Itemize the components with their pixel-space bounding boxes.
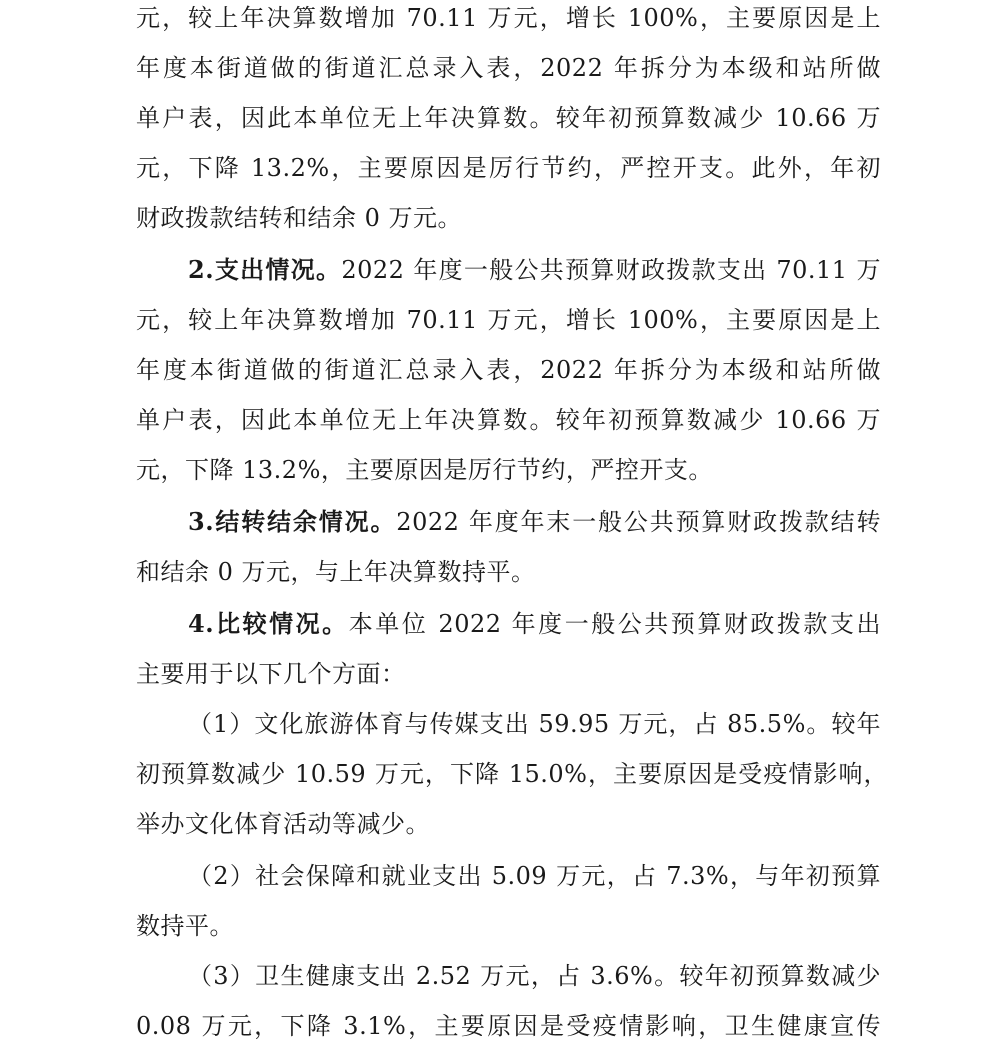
text-line: 元，下降 13.2%，主要原因是厉行节约，严控开支。此外，年初 — [136, 154, 881, 182]
text-line: 元，下降 13.2%，主要原因是厉行节约，严控开支。 — [136, 456, 713, 484]
section-first-line — [188, 599, 881, 649]
section-heading-carryover: 3.结转结余情况。 — [188, 507, 397, 536]
text-line: 单户表，因此本单位无上年决算数。较年初预算数减少 10.66 万 — [136, 104, 881, 132]
text-run: 2022 年度年末一般公共预算财政拨款结转 — [396, 508, 881, 536]
text-line: 数持平。 — [136, 912, 234, 940]
text-line: 元，较上年决算数增加 70.11 万元，增长 100%，主要原因是上 — [136, 4, 881, 32]
text-run: 2022 年度一般公共预算财政拨款支出 70.11 万 — [341, 256, 881, 284]
text-line: 初预算数减少 10.59 万元，下降 15.0%，主要原因是受疫情影响， — [136, 760, 888, 788]
text-line: 0.08 万元，下降 3.1%，主要原因是受疫情影响，卫生健康宣传 — [136, 1012, 881, 1040]
section-first-line — [188, 497, 881, 547]
section-first-line — [188, 245, 881, 295]
text-line: 单户表，因此本单位无上年决算数。较年初预算数减少 10.66 万 — [136, 406, 881, 434]
text-run: 本单位 2022 年度一般公共预算财政拨款支出 — [348, 610, 881, 638]
section-heading-expenditure: 2.支出情况。 — [188, 255, 342, 284]
text-line: 财政拨款结转和结余 0 万元。 — [136, 204, 463, 232]
text-line: 举办文化体育活动等减少。 — [136, 810, 430, 838]
text-line: 主要用于以下几个方面： — [136, 660, 406, 688]
text-line: 和结余 0 万元，与上年决算数持平。 — [136, 558, 536, 586]
text-line: 年度本街道做的街道汇总录入表，2022 年拆分为本级和站所做 — [136, 54, 881, 82]
text-line: 元，较上年决算数增加 70.11 万元，增长 100%，主要原因是上 — [136, 306, 881, 334]
text-line: 年度本街道做的街道汇总录入表，2022 年拆分为本级和站所做 — [136, 356, 881, 384]
section-heading-comparison: 4.比较情况。 — [188, 609, 349, 638]
list-item-line: （3）卫生健康支出 2.52 万元，占 3.6%。较年初预算数减少 — [188, 962, 881, 990]
list-item-line: （1）文化旅游体育与传媒支出 59.95 万元，占 85.5%。较年 — [188, 710, 881, 738]
list-item-line: （2）社会保障和就业支出 5.09 万元，占 7.3%，与年初预算 — [188, 862, 881, 890]
